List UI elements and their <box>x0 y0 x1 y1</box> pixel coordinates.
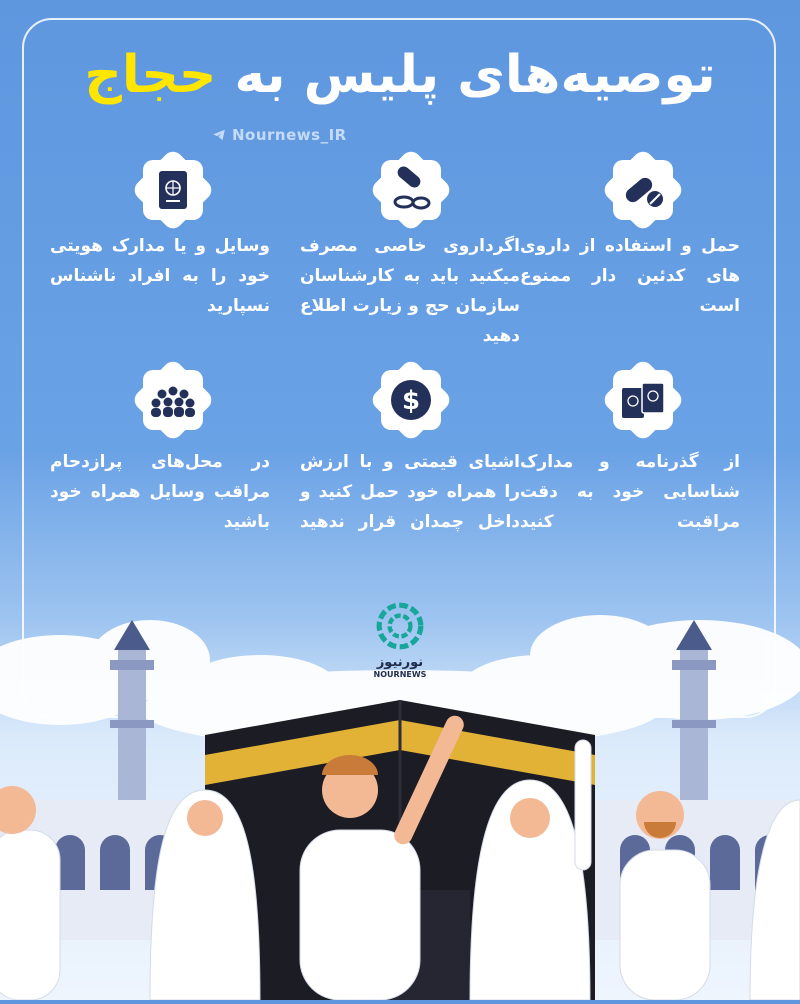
tip-2-text: اگرداروی خاصی مصرف میکنید باید به کارشناسان سازمان حج و زیارت اطلاع دهید <box>300 236 520 346</box>
dollar-icon <box>391 380 431 420</box>
tip-3-badge <box>130 147 216 233</box>
social-handle <box>212 126 347 144</box>
nournews-logo <box>360 600 440 690</box>
logo-name: نورنیوز <box>376 655 424 670</box>
tip-4-badge <box>600 357 686 443</box>
page-title <box>0 40 800 110</box>
tip-1-badge <box>600 147 686 233</box>
tip-3-text: وسایل و یا مدارک هویتی خود را به افراد ناشناس نسپارید <box>50 236 270 316</box>
tip-4-text: از گذرنامه و مدارک شناسایی خود به دقت مراقبت کنید <box>520 452 740 532</box>
nournews-emblem-icon <box>374 600 426 652</box>
tip-2-badge <box>368 147 454 233</box>
passport-icon <box>159 171 187 209</box>
logo-sub: NOURNEWS <box>373 670 427 679</box>
svg-text:$: $ <box>401 386 421 416</box>
tip-6-text: در محل‌های پرازدحام مراقب وسایل همراه خود باشید <box>50 452 270 532</box>
title-highlight: حجاج <box>84 45 217 105</box>
tip-5-text: اشیای قیمتی و با ارزش را همراه خود حمل کنید و داخل چمدان قرار ندهید <box>300 452 520 532</box>
tip-1-text: حمل و استفاده از داروی های کدئین دار ممنوع است <box>520 236 740 316</box>
telegram-icon <box>212 128 226 142</box>
handle-text: Nournews_IR <box>232 126 347 144</box>
tip-5-badge <box>368 357 454 443</box>
tip-6-badge <box>130 357 216 443</box>
title-main: توصیه‌های پلیس به <box>234 45 716 105</box>
passports-icon <box>622 383 664 418</box>
